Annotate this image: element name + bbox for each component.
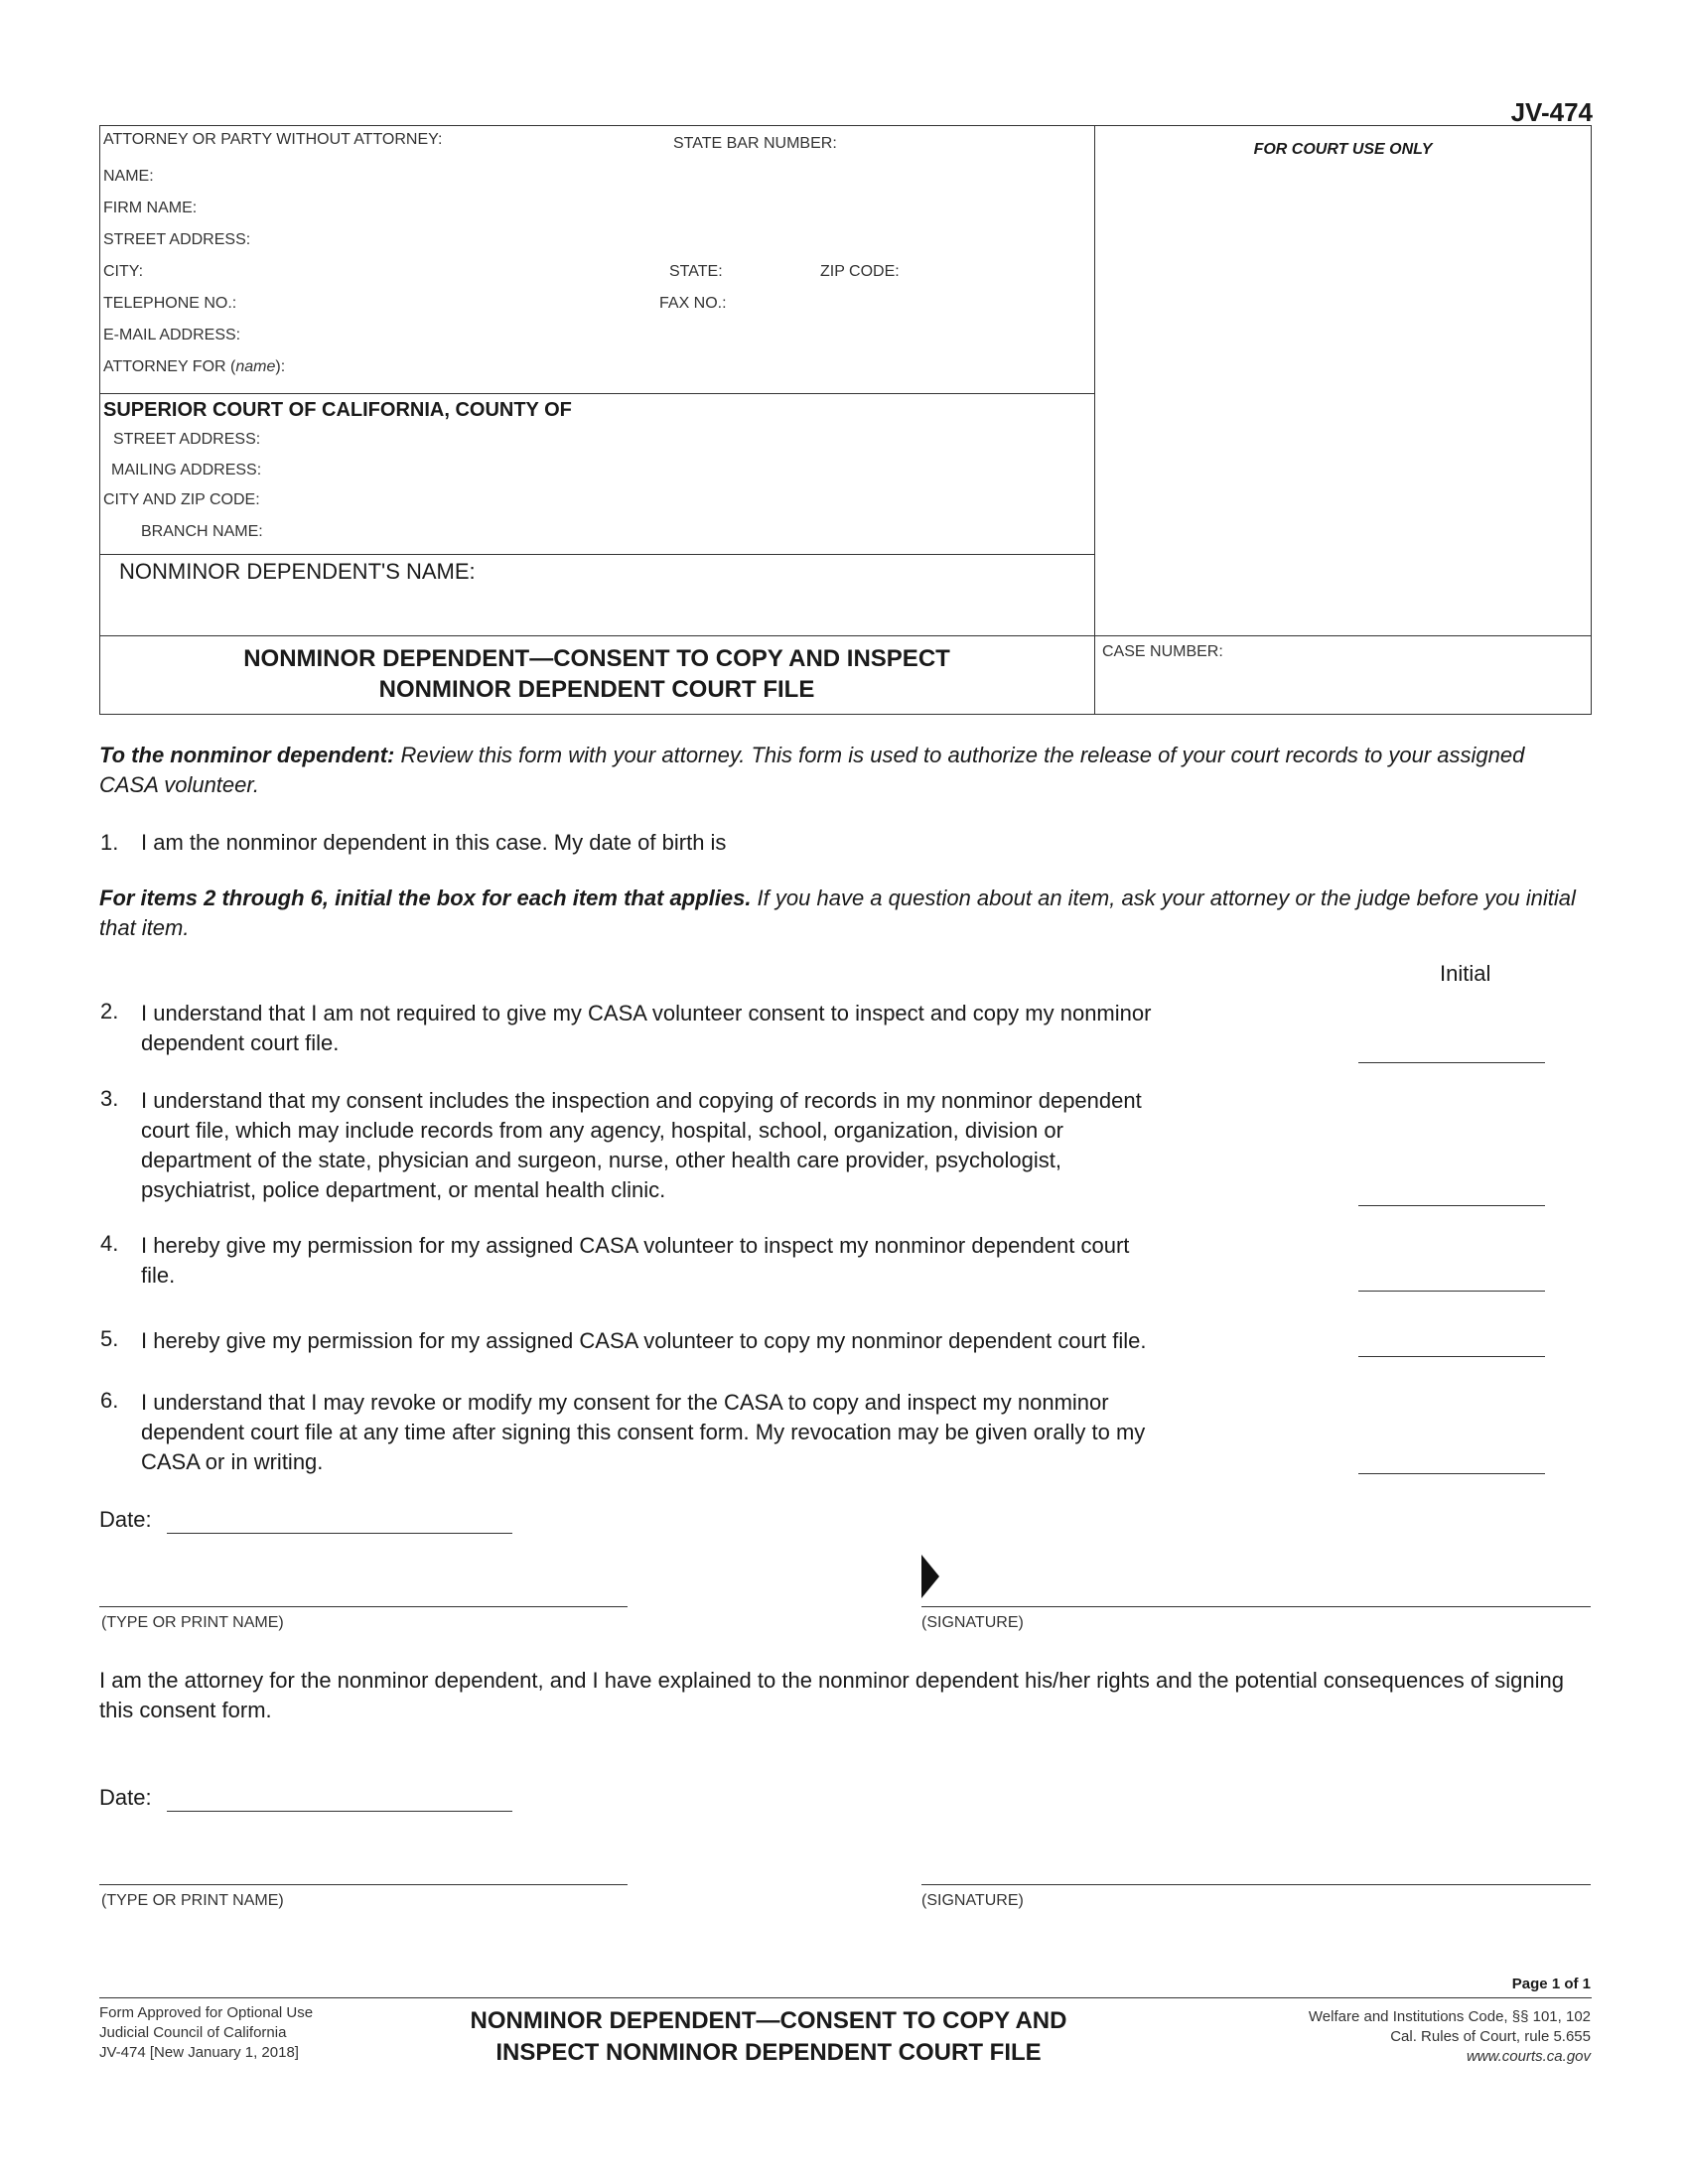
footer-rule <box>99 1997 1592 1998</box>
court-branch-input[interactable] <box>272 520 1088 542</box>
email-label: E-MAIL ADDRESS: <box>103 327 241 343</box>
state-label: STATE: <box>669 263 723 280</box>
item-1-number: 1. <box>100 830 119 855</box>
form-title-line-2: NONMINOR DEPENDENT COURT FILE <box>378 676 815 703</box>
dependent-signature-input[interactable] <box>921 1578 1591 1607</box>
item-2-number: 2. <box>100 999 119 1024</box>
attorney-label: ATTORNEY OR PARTY WITHOUT ATTORNEY: <box>103 131 443 148</box>
dependent-signature-label: (SIGNATURE) <box>921 1614 1024 1631</box>
initial-item-2[interactable] <box>1358 1034 1545 1063</box>
court-mailing-input[interactable] <box>272 459 1088 480</box>
attorney-for-label: ATTORNEY FOR (name): <box>103 358 286 375</box>
item-4-number: 4. <box>100 1231 119 1256</box>
intro-text: To the nonminor dependent: Review this form with your attorney. This form is used to authorize the release of your court records to your assigned CASA volunteer. <box>99 743 1525 797</box>
form-title <box>99 643 1094 705</box>
email-input[interactable] <box>254 324 1088 345</box>
phone-input[interactable] <box>248 292 655 314</box>
court-title: SUPERIOR COURT OF CALIFORNIA, COUNTY OF <box>103 399 572 421</box>
footer-form-id: JV-474 [New January 1, 2018] <box>99 2044 299 2061</box>
initial-item-4[interactable] <box>1358 1263 1545 1292</box>
initial-item-5[interactable] <box>1358 1328 1545 1357</box>
attorney-for-input[interactable] <box>298 355 1088 377</box>
phone-label: TELEPHONE NO.: <box>103 295 237 312</box>
footer-rule-citation: Cal. Rules of Court, rule 5.655 <box>1390 2028 1591 2045</box>
state-bar-input[interactable] <box>850 133 1088 155</box>
dependent-date-input[interactable] <box>167 1505 512 1534</box>
attorney-date-input[interactable] <box>167 1783 512 1812</box>
item-5-text: I hereby give my permission for my assigned CASA volunteer to copy my nonminor dependent court file. <box>141 1328 1147 1353</box>
footer-title-line-2: INSPECT NONMINOR DEPENDENT COURT FILE <box>495 2039 1042 2066</box>
attorney-signature-input[interactable] <box>921 1856 1591 1885</box>
zip-input[interactable] <box>908 260 1086 282</box>
caption-rule-3 <box>99 635 1592 636</box>
court-street-input[interactable] <box>272 428 1088 450</box>
court-branch-label: BRANCH NAME: <box>141 523 263 540</box>
state-bar-label: STATE BAR NUMBER: <box>673 135 837 152</box>
city-label: CITY: <box>103 263 144 280</box>
name-label: NAME: <box>103 168 154 185</box>
court-street-label: STREET ADDRESS: <box>113 431 261 448</box>
footer-council: Judicial Council of California <box>99 2024 287 2041</box>
street-input[interactable] <box>262 228 1088 250</box>
footer-right <box>1309 2007 1591 2067</box>
footer-title <box>397 2005 1140 2069</box>
case-number-input[interactable] <box>1102 667 1585 703</box>
item-6-number: 6. <box>100 1388 119 1413</box>
item-5-number: 5. <box>100 1326 119 1351</box>
attorney-print-name-label: (TYPE OR PRINT NAME) <box>101 1892 284 1909</box>
attorney-statement: I am the attorney for the nonminor dependent, and I have explained to the nonminor dependent his/her rights and the potential consequences of signing this consent form. <box>99 1668 1565 1722</box>
firm-input[interactable] <box>205 197 1088 218</box>
footer-website-link[interactable]: www.courts.ca.gov <box>1466 2048 1591 2065</box>
item-3-text: I understand that my consent includes the inspection and copying of records in my nonminor dependent court file, which may include records from any agency, hospital, school, organization, division or department of the state, physician and surgeon, nurse, other health care provider, psychologist, psychiatrist, police department, or mental health clinic. <box>141 1088 1142 1202</box>
instructions-text: For items 2 through 6, initial the box for each item that applies. If you have a question about an item, ask your attorney or the judge before you initial that item. <box>99 886 1576 940</box>
item-4-text: I hereby give my permission for my assigned CASA volunteer to inspect my nonminor dependent court file. <box>141 1233 1130 1288</box>
footer-left <box>99 2003 313 2063</box>
case-number-label: CASE NUMBER: <box>1102 643 1223 660</box>
item-1-text: I am the nonminor dependent in this case. My date of birth is <box>141 830 727 855</box>
attorney-date-label: Date: <box>99 1785 152 1810</box>
footer-title-line-1: NONMINOR DEPENDENT—CONSENT TO COPY AND <box>470 2007 1067 2034</box>
dependent-print-name-label: (TYPE OR PRINT NAME) <box>101 1614 284 1631</box>
county-input[interactable] <box>630 399 1088 423</box>
date-of-birth-input[interactable] <box>814 828 1211 856</box>
initial-item-3[interactable] <box>1358 1177 1545 1206</box>
attorney-signature-label: (SIGNATURE) <box>921 1892 1024 1909</box>
form-title-line-1: NONMINOR DEPENDENT—CONSENT TO COPY AND INSPECT <box>243 645 950 672</box>
fax-label: FAX NO.: <box>659 295 727 312</box>
footer-code-citation: Welfare and Institutions Code, §§ 101, 102 <box>1308 2008 1591 2025</box>
attorney-print-name-input[interactable] <box>99 1856 628 1885</box>
item-2-text: I understand that I am not required to give my CASA volunteer consent to inspect and copy my nonminor dependent court file. <box>141 1001 1152 1055</box>
street-label: STREET ADDRESS: <box>103 231 251 248</box>
fax-input[interactable] <box>737 292 1086 314</box>
court-use-label: FOR COURT USE ONLY <box>1253 141 1433 158</box>
zip-label: ZIP CODE: <box>820 263 900 280</box>
city-input[interactable] <box>149 260 655 282</box>
item-6-text: I understand that I may revoke or modify my consent for the CASA to copy and inspect my nonminor dependent court file at any time after signing this consent form. My revocation may be given orally to my CASA or in writing. <box>141 1390 1146 1474</box>
name-input[interactable] <box>159 165 1088 187</box>
caption-rule-1 <box>99 393 1094 394</box>
dependent-print-name-input[interactable] <box>99 1578 628 1607</box>
page-number: Page 1 of 1 <box>1511 1976 1591 1992</box>
initial-header: Initial <box>1440 961 1491 986</box>
firm-label: FIRM NAME: <box>103 200 198 216</box>
dependent-name-label: NONMINOR DEPENDENT'S NAME: <box>119 559 476 584</box>
caption-rule-2 <box>99 554 1094 555</box>
caption-divider <box>1094 125 1095 715</box>
court-mailing-label: MAILING ADDRESS: <box>111 462 262 478</box>
item-3-number: 3. <box>100 1086 119 1111</box>
footer-approved: Form Approved for Optional Use <box>99 2004 314 2021</box>
initial-item-6[interactable] <box>1358 1445 1545 1474</box>
form-number: JV-474 <box>1510 97 1593 127</box>
court-cityzip-label: CITY AND ZIP CODE: <box>103 491 260 508</box>
dependent-name-input[interactable] <box>119 594 1082 625</box>
dependent-date-label: Date: <box>99 1507 152 1532</box>
court-cityzip-input[interactable] <box>272 488 1088 510</box>
state-input[interactable] <box>731 260 810 282</box>
